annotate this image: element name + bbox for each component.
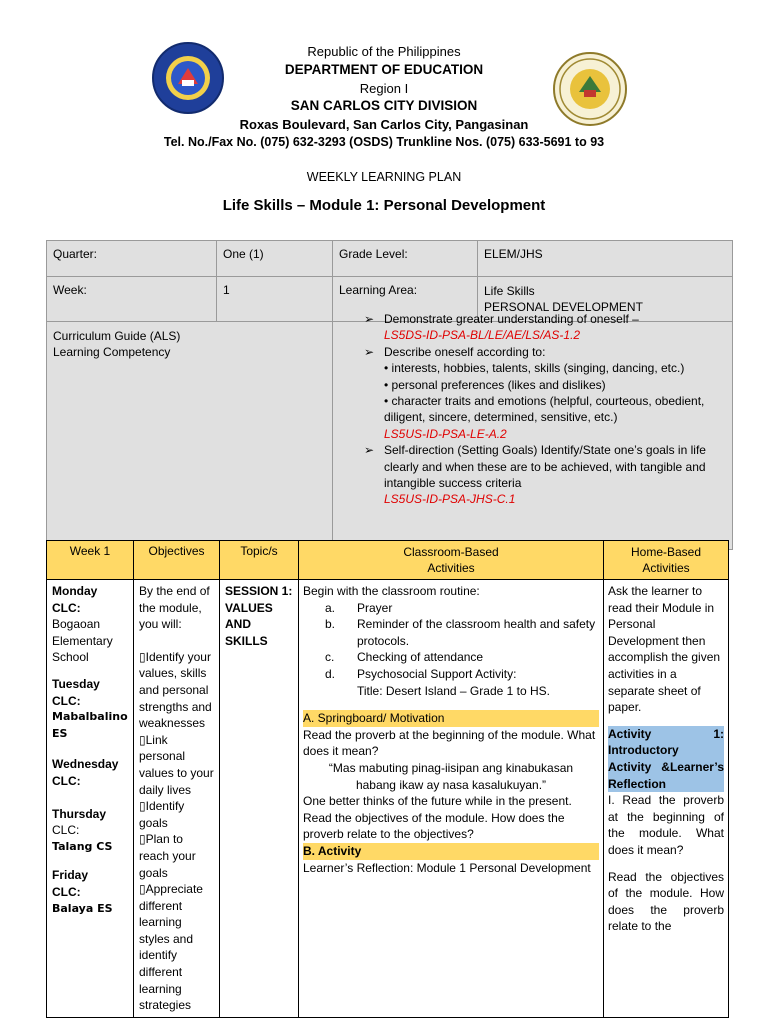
bullet-icon: ▯ [139,882,146,897]
grade-value: ELEM/JHS [478,241,733,277]
proverb-text: “Mas mabuting pinag-iisipan ang kinabukasan habang ikaw ay nasa kasalukuyan.” [328,760,574,792]
day-tuesday: Tuesday [52,676,100,691]
activity-item-2: Read the objectives of the module. How does the proverb relate to the [608,869,724,934]
week-value: 1 [217,277,333,322]
competency-subitem: • character traits and emotions (helpful, courteous, obedient, diligent, sincere, determined, sensitive, etc.) [384,394,705,425]
week-label: Week: [47,277,217,322]
routine-item: c. Checking of attendance [325,650,484,665]
col-header-home: Home-Based Activities [604,541,729,580]
area-value-line1: Life Skills [484,284,535,298]
bullet-icon: ▯ [139,832,146,847]
clc-label: CLC: [52,823,80,838]
phone-text: Tel. No./Fax No. (075) 632-3293 (OSDS) Trunkline Nos. (075) 633-5691 to 93 [163,135,605,149]
republic-text: Republic of the Philippines [307,44,461,59]
objective-item: ▯Appreciate different learning styles and identify different learning strategies [139,882,203,1013]
section-b-text: Learner’s Reflection: Module 1 Personal Development [303,860,591,875]
cg-label-line1: Curriculum Guide (ALS) [53,329,181,343]
clc-label: CLC: [52,600,81,615]
clc-label: CLC: [52,884,81,899]
curriculum-guide-label [47,322,333,550]
objective-item: ▯Identify your values, skills and personal strengths and weaknesses [139,649,212,731]
activity-heading: Activity 1: Introductory Activity &Learner’s Reflection [608,726,724,791]
competency-text: Describe oneself according to: [384,344,546,359]
week-days-cell [47,580,134,1018]
objectives-question: Read the objectives of the module. How does the proverb relate to the objectives? [303,810,565,842]
classroom-cell [299,580,604,1018]
activity-item-1: I. Read the proverb at the beginning of the module. What does it mean? [608,793,724,857]
plan-title: WEEKLY LEARNING PLAN [306,170,462,184]
routine-item: a. Prayer [325,600,393,615]
school-name: Mabalbalino ES [52,710,128,740]
school-name: Balaya ES [52,901,113,915]
department-title: DEPARTMENT OF EDUCATION [284,62,484,77]
area-value-line2: PERSONAL DEVELOPMENT [484,300,643,314]
objective-item: ▯Identify goals [139,799,185,830]
area-label: Learning Area: [333,277,478,322]
objective-item: ▯Plan to reach your goals [139,832,196,880]
quarter-value: One (1) [217,241,333,277]
competency-item [362,344,730,442]
competency-subitem: • personal preferences (likes and dislikes) [384,377,606,392]
section-a-text: Read the proverb at the beginning of the module. What does it mean? [303,727,596,759]
section-b-heading: B. Activity [303,843,599,860]
day-monday: Monday [52,584,98,598]
day-thursday: Thursday [52,806,107,821]
psychosocial-title: Title: Desert Island – Grade 1 to HS. [357,683,550,698]
section-a-heading: A. Springboard/ Motivation [303,710,599,727]
day-friday: Friday [52,868,89,883]
routine-item: b. Reminder of the classroom health and safety protocols. [325,617,596,648]
clc-label: CLC: [52,693,81,708]
routine-intro: Begin with the classroom routine: [303,584,480,598]
day-wednesday: Wednesday [52,757,119,772]
cg-label-line2: Learning Competency [53,345,171,359]
bullet-icon: ▯ [139,799,146,814]
topic-cell [220,580,299,1018]
school-name: Bogaoan Elementary School [52,617,113,665]
clc-label: CLC: [52,773,81,788]
objectives-intro: By the end of the module, you will: [139,584,210,632]
competency-code: LS5US-ID-PSA-JHS-C.1 [384,492,516,507]
competency-subitem: • interests, hobbies, talents, skills (singing, dancing, etc.) [384,361,685,376]
competency-list [362,311,730,508]
competency-text: Self-direction (Setting Goals) Identify/State one’s goals in life clearly and when these are to be achieved, with tangible and intangible success criteria [384,443,706,491]
home-cell [604,580,729,1018]
competency-item [362,311,730,344]
school-name: Talang CS [52,839,113,853]
module-title: Life Skills – Module 1: Personal Development [222,197,546,214]
quarter-label: Quarter: [47,241,217,277]
objectives-cell [134,580,220,1018]
address-text: Roxas Boulevard, San Carlos City, Pangasinan [239,117,529,132]
routine-item: d. Psychosocial Support Activity: [325,666,517,681]
arrow-bullet-icon: ➢ [364,344,375,359]
col-header-topics: Topic/s [220,541,299,580]
objective-item: ▯Link personal values to your daily lives [139,732,214,797]
competency-item [362,442,730,508]
proverb-translation: One better thinks of the future while in the present. [303,794,572,809]
home-intro: Ask the learner to read their Module in Personal Development then accomplish the given activities in a separate sheet of paper. [608,584,721,715]
grade-label: Grade Level: [333,241,478,277]
plan-table [46,540,729,1018]
region-text: Region I [359,81,409,96]
col-header-objectives: Objectives [134,541,220,580]
bullet-icon: ▯ [139,732,146,747]
col-header-classroom: Classroom-Based Activities [299,541,604,580]
competency-text: Demonstrate greater understanding of oneself – [384,312,639,326]
bullet-icon: ▯ [139,649,146,664]
arrow-bullet-icon: ➢ [364,312,375,326]
competency-code: LS5DS-ID-PSA-BL/LE/AE/LS/AS-1.2 [384,328,581,343]
arrow-bullet-icon: ➢ [364,443,375,458]
competency-code: LS5US-ID-PSA-LE-A.2 [384,426,507,441]
division-title: SAN CARLOS CITY DIVISION [290,98,478,113]
topic-text: SESSION 1: VALUES AND SKILLS [225,584,293,648]
col-header-week: Week 1 [47,541,134,580]
